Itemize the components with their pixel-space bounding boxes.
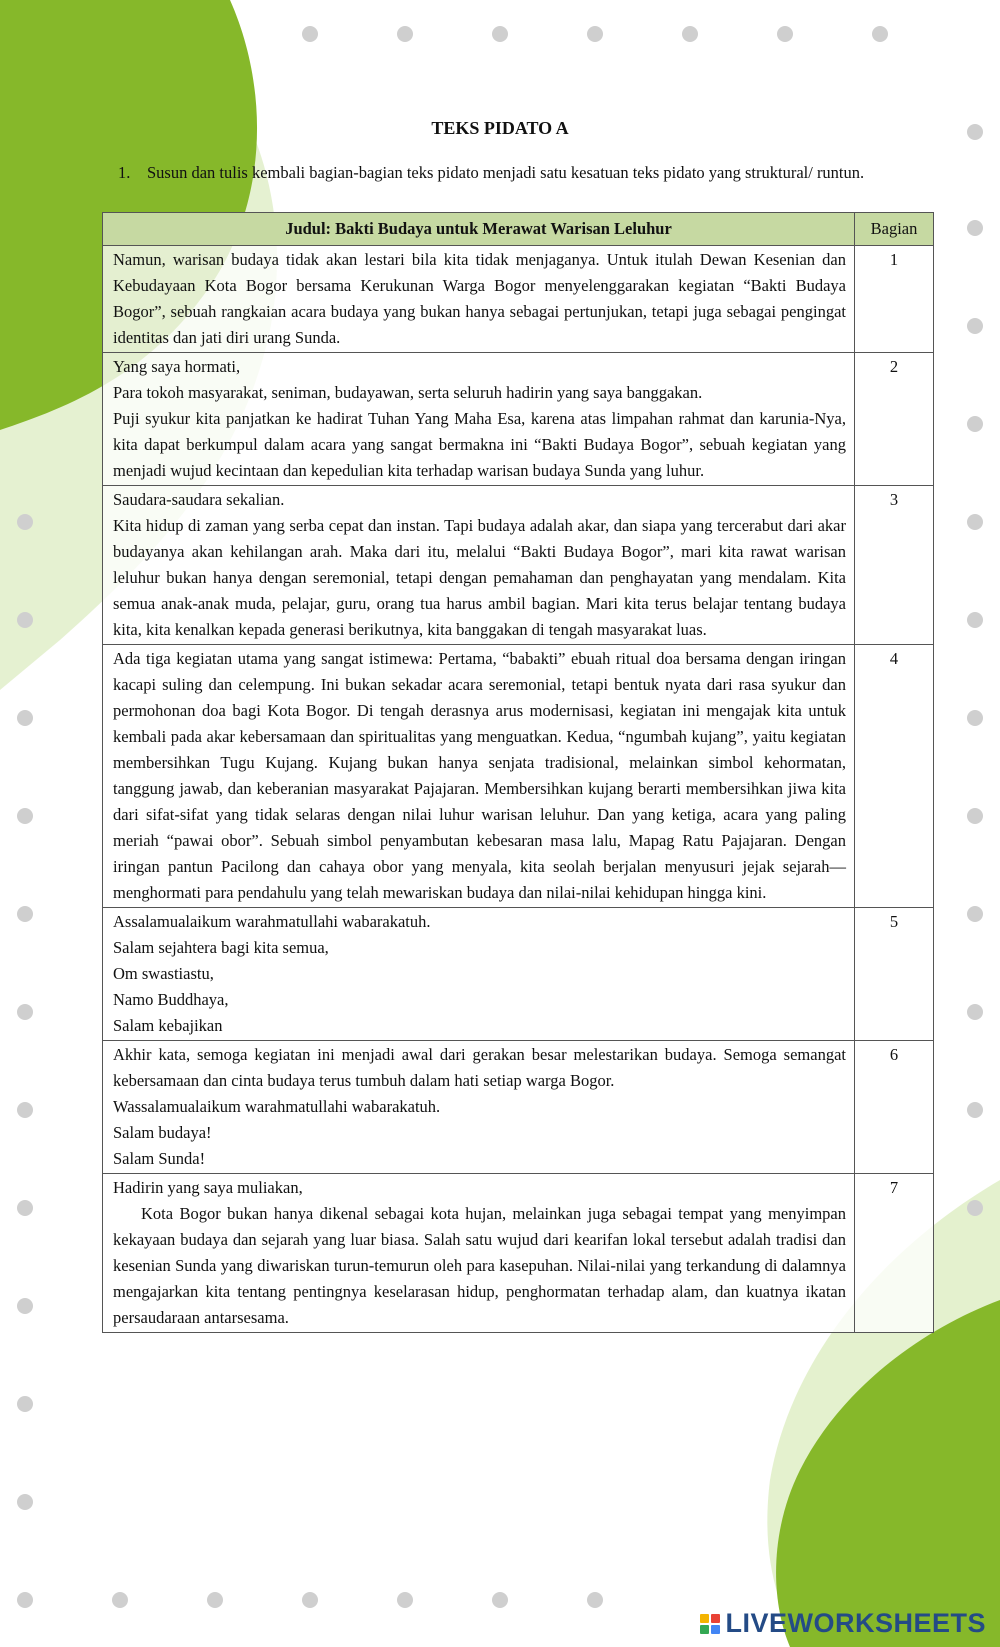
dot	[967, 1200, 983, 1216]
part-number: 5	[855, 908, 934, 1041]
dot	[302, 1592, 318, 1608]
dot	[967, 220, 983, 236]
dot	[207, 1592, 223, 1608]
speech-line: Assalamualaikum warahmatullahi wabarakatuh.	[113, 912, 431, 931]
dot	[587, 26, 603, 42]
dot	[397, 26, 413, 42]
liveworksheets-watermark	[700, 1608, 986, 1639]
part-number: 2	[855, 353, 934, 486]
speech-line: Hadirin yang saya muliakan,	[113, 1178, 303, 1197]
dot	[17, 1396, 33, 1412]
speech-line: Salam Sunda!	[113, 1149, 206, 1168]
speech-line: Yang saya hormati,	[113, 357, 241, 376]
dot	[302, 26, 318, 42]
dot	[967, 416, 983, 432]
speech-text-cell	[103, 645, 855, 908]
part-number: 4	[855, 645, 934, 908]
instruction	[118, 160, 888, 185]
speech-line: Para tokoh masyarakat, seniman, budayawan, serta seluruh hadirin yang saya banggakan.	[113, 383, 703, 402]
table-row	[103, 486, 934, 645]
speech-line: Ada tiga kegiatan utama yang sangat istimewa: Pertama, “babakti” ebuah ritual doa bersama dengan iringan kacapi suling dan celempung. Ini bukan sekadar acara seremonial, tetapi bentuk nyata dari rasa syukur dan permohonan doa bagi Kota Bogor. Di tengah derasnya arus modernisasi, kegiatan ini mengajak kita untuk kembali pada akar kebersamaan dan spiritualitas yang menguatkan. Kedua, “ngumbah kujang”, yaitu kegiatan membersihkan Tugu Kujang. Kujang bukan hanya senjata tradisional, melainkan simbol kehormatan, tanggung jawab, dan keberanian masyarakat Pajajaran. Membersihkan kujang berarti membersihkan jiwa kita dari sifat-sifat yang tidak selaras dengan nilai luhur warisan leluhur. Dan yang ketiga, acara yang paling meriah “pawai obor”. Sebuah simbol penyambutan kebesaran masa lalu, Mapag Ratu Pajajaran. Dengan iringan pantun Pacilong dan cahaya obor yang menyala, kita seolah berjalan menyusuri jejak sejarah—menghormati para pendahulu yang telah mewariskan budaya dan nilai-nilai kehidupan hingga kini.	[113, 649, 846, 902]
speech-text-cell	[103, 353, 855, 486]
part-header: Bagian	[855, 213, 934, 246]
part-number: 1	[855, 246, 934, 353]
table-header-row	[103, 213, 934, 246]
speech-line: Namo Buddhaya,	[113, 990, 229, 1009]
instruction-text: Susun dan tulis kembali bagian-bagian teks pidato menjadi satu kesatuan teks pidato yang struktural/ runtun.	[147, 163, 865, 182]
dot	[777, 26, 793, 42]
speech-line: Wassalamualaikum warahmatullahi wabarakatuh.	[113, 1097, 441, 1116]
instruction-number: 1.	[118, 163, 131, 182]
dot	[967, 612, 983, 628]
speech-line: Puji syukur kita panjatkan ke hadirat Tuhan Yang Maha Esa, karena atas limpahan rahmat dan karunia-Nya, kita dapat berkumpul dalam acara yang sangat bermakna ini “Bakti Budaya Bogor”, sebuah kegiatan yang menjadi wujud kecintaan dan kepedulian kita terhadap warisan budaya Sunda yang luhur.	[113, 409, 846, 480]
speech-line: Salam kebajikan	[113, 1016, 223, 1035]
speech-line: Salam budaya!	[113, 1123, 212, 1142]
dot	[492, 1592, 508, 1608]
part-number: 7	[855, 1174, 934, 1333]
dot	[17, 1298, 33, 1314]
dot	[967, 1004, 983, 1020]
speech-text-cell	[103, 246, 855, 353]
table-row	[103, 908, 934, 1041]
speech-line: Akhir kata, semoga kegiatan ini menjadi awal dari gerakan besar melestarikan budaya. Semoga semangat kebersamaan dan cinta budaya terus tumbuh dalam hati setiap warga Bogor.	[113, 1045, 846, 1090]
dot	[17, 1102, 33, 1118]
dot	[17, 1200, 33, 1216]
watermark-text: LIVEWORKSHEETS	[725, 1608, 986, 1638]
dot	[872, 26, 888, 42]
dot	[397, 1592, 413, 1608]
dot	[967, 710, 983, 726]
speech-table	[102, 212, 934, 1333]
dot	[967, 318, 983, 334]
speech-line: Kota Bogor bukan hanya dikenal sebagai kota hujan, melainkan juga sebagai tempat yang menyimpan kekayaan budaya dan sejarah yang luar biasa. Salah satu wujud dari kearifan lokal tersebut adalah tradisi dan kesenian Sunda yang diwariskan turun-temurun oleh para kasepuhan. Nilai-nilai yang terkandung di dalamnya mengajarkan kita tentang pentingnya keselarasan hidup, penghormatan terhadap alam, dan kuatnya ikatan persaudaraan antarsesama.	[113, 1204, 846, 1327]
speech-line: Salam sejahtera bagi kita semua,	[113, 938, 329, 957]
liveworksheets-logo-icon	[700, 1614, 720, 1634]
dot	[17, 612, 33, 628]
speech-text-cell	[103, 486, 855, 645]
title-header: Judul: Bakti Budaya untuk Merawat Warisan Leluhur	[103, 213, 855, 246]
dot	[492, 26, 508, 42]
dot	[17, 1592, 33, 1608]
table-row	[103, 645, 934, 908]
dot	[17, 1004, 33, 1020]
table-row	[103, 1174, 934, 1333]
dot	[17, 514, 33, 530]
speech-line: Kita hidup di zaman yang serba cepat dan instan. Tapi budaya adalah akar, dan siapa yang tercerabut dari akar budayanya akan kehilangan arah. Maka dari itu, melalui “Bakti Budaya Bogor”, mari kita rawat warisan leluhur bukan hanya dengan seremonial, tetapi dengan pemahaman dan penghayatan yang mendalam. Kita semua anak-anak muda, pelajar, guru, orang tua harus ambil bagian. Mari kita terus belajar tentang budaya kita, kita kenalkan kepada generasi berikutnya, kita banggakan di tengah masyarakat luas.	[113, 516, 846, 639]
dot	[112, 1592, 128, 1608]
part-number: 6	[855, 1041, 934, 1174]
table-row	[103, 353, 934, 486]
dot	[17, 906, 33, 922]
speech-line: Om swastiastu,	[113, 964, 214, 983]
dot	[17, 1494, 33, 1510]
dot	[682, 26, 698, 42]
table-row	[103, 246, 934, 353]
speech-text-cell	[103, 1041, 855, 1174]
speech-line: Saudara-saudara sekalian.	[113, 490, 285, 509]
table-row	[103, 1041, 934, 1174]
speech-line: Namun, warisan budaya tidak akan lestari bila kita tidak menjaganya. Untuk itulah Dewan Kesenian dan Kebudayaan Kota Bogor bersama Kerukunan Warga Bogor menyelenggarakan kegiatan “Bakti Budaya Bogor”, sebuah rangkaian acara budaya yang bukan hanya sebagai pertunjukan, tetapi juga sebagai pengingat identitas dan jati diri urang Sunda.	[113, 250, 846, 347]
part-number: 3	[855, 486, 934, 645]
page-title: TEKS PIDATO A	[431, 118, 569, 138]
speech-text-cell	[103, 1174, 855, 1333]
dot	[967, 1102, 983, 1118]
dot	[967, 906, 983, 922]
dot	[967, 808, 983, 824]
dot	[967, 514, 983, 530]
dot	[587, 1592, 603, 1608]
dot	[17, 710, 33, 726]
speech-text-cell	[103, 908, 855, 1041]
dot	[17, 808, 33, 824]
